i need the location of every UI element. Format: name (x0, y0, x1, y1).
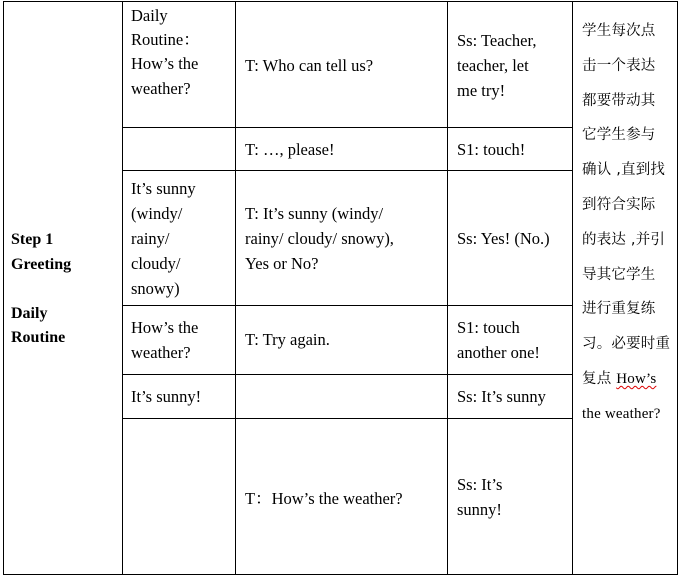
topic-line: weather? (131, 79, 191, 98)
topic-line: How’s the (131, 318, 199, 337)
step-greeting: Greeting (11, 255, 72, 273)
note-line-english: How’s (616, 370, 657, 387)
teacher-cell (245, 486, 445, 511)
step-title: Step 1 (11, 231, 54, 248)
topic-line: weather? (131, 343, 191, 362)
topic-cell (131, 176, 235, 301)
students-cell (457, 137, 571, 162)
column-divider (122, 1, 123, 575)
students-line: sunny! (457, 500, 502, 519)
note-line: 确认 ,直到找 (582, 162, 666, 179)
teacher-line: rainy/ cloudy/ snowy), (245, 229, 394, 248)
column-divider (572, 1, 573, 575)
topic-cell (131, 3, 235, 101)
students-cell (457, 472, 571, 522)
students-line: another one! (457, 343, 540, 362)
topic-line: Daily (131, 6, 168, 25)
topic-line: It’s sunny (131, 179, 196, 198)
teacher-cell (245, 201, 445, 276)
students-line: S1: touch! (457, 140, 526, 159)
teacher-line: T: It’s sunny (windy/ (245, 204, 384, 223)
topic-line: cloudy/ (131, 254, 181, 273)
students-line: Ss: Yes! (No.) (457, 229, 550, 248)
students-line: Ss: It’s (457, 475, 503, 494)
students-cell (457, 28, 571, 103)
students-cell (457, 384, 571, 409)
column-divider (235, 1, 236, 575)
teaching-note (582, 14, 678, 432)
note-line-prefix: 复点 (582, 370, 617, 387)
row-divider (122, 374, 573, 375)
note-line: 进行重复练 (582, 301, 656, 318)
topic-line: rainy/ (131, 229, 170, 248)
topic-cell (131, 384, 235, 409)
students-line: Ss: Teacher, (457, 31, 537, 50)
teacher-line: T: …, please! (245, 140, 335, 159)
students-cell (457, 315, 571, 365)
note-line: 的表达 ,并引 (582, 231, 666, 248)
note-line: 习。必要时重 (582, 336, 671, 353)
teacher-line: T：How’s the weather? (245, 489, 403, 508)
note-line: 到符合实际 (582, 196, 656, 213)
teacher-line: Yes or No? (245, 254, 319, 273)
note-line-english: the weather? (582, 405, 661, 422)
column-divider (447, 1, 448, 575)
students-line: teacher, let (457, 56, 529, 75)
students-cell (457, 226, 571, 251)
note-line (582, 362, 678, 397)
step-daily: Daily (11, 304, 48, 322)
teacher-cell (245, 327, 445, 352)
topic-line: (windy/ (131, 204, 183, 223)
teacher-line: T: Try again. (245, 330, 330, 349)
row-divider (122, 170, 573, 171)
teacher-cell (245, 53, 445, 78)
note-line: 导其它学生 (582, 266, 656, 283)
topic-cell (131, 315, 235, 365)
note-line: 都要带动其 (582, 92, 656, 109)
topic-line: snowy) (131, 279, 180, 298)
note-line: 学生每次点 (582, 23, 656, 39)
row-divider (122, 305, 573, 306)
row-divider (122, 127, 573, 128)
row-divider (122, 418, 573, 419)
students-line: Ss: It’s sunny (457, 387, 546, 406)
teacher-line: T: Who can tell us? (245, 56, 374, 75)
note-line: 击一个表达 (582, 57, 656, 74)
topic-line: Routine： (131, 30, 200, 49)
step-routine: Routine (11, 329, 66, 346)
topic-line: It’s sunny! (131, 387, 202, 406)
teacher-cell (245, 137, 445, 162)
topic-line: How’s the (131, 54, 199, 73)
note-line: 它学生参与 (582, 127, 656, 144)
students-line: me try! (457, 81, 506, 100)
students-line: S1: touch (457, 318, 520, 337)
step-label (11, 228, 119, 351)
